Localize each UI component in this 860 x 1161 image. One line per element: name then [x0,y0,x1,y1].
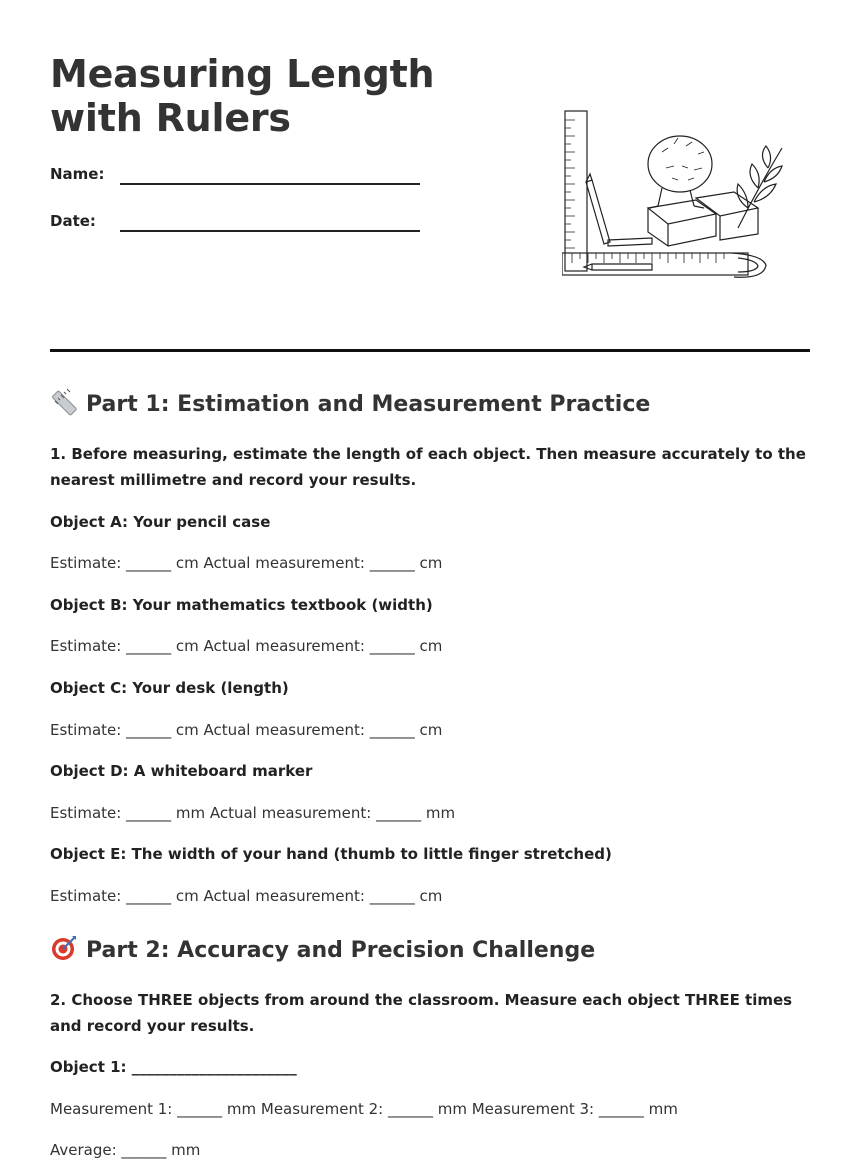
name-field[interactable] [50,165,420,189]
worksheet-page [50,0,810,1159]
part2-title [50,934,595,963]
name-line[interactable] [120,183,420,185]
object-d-label: Object D: A whiteboard marker [50,762,313,780]
object-1-label[interactable]: Object 1: ______________________ [50,1058,297,1076]
date-label: Date: [50,212,96,230]
part1-title-text: Part 1: Estimation and Measurement Practice [86,392,651,417]
part2-title-text: Part 2: Accuracy and Precision Challenge [86,938,596,963]
target-icon [50,934,78,962]
part2-question: 2. Choose THREE objects from around the classroom. Measure each object THREE times and record your results. [50,991,793,1035]
object-a-line[interactable]: Estimate: ______ cm Actual measurement: ______ cm [50,554,443,572]
worksheet-header [50,0,810,352]
ruler-icon [50,388,78,416]
date-field[interactable] [50,212,420,236]
object-e-label: Object E: The width of your hand (thumb to little finger stretched) [50,845,612,863]
ruler-books-illustration [562,108,784,282]
page-title: Measuring Length with Rulers [50,52,435,140]
date-line[interactable] [120,230,420,232]
object-d-line[interactable]: Estimate: ______ mm Actual measurement: ______ mm [50,804,456,822]
object-1-average[interactable]: Average: ______ mm [50,1141,201,1159]
object-b-label: Object B: Your mathematics textbook (width) [50,596,433,614]
object-c-label: Object C: Your desk (length) [50,679,289,697]
part1-title [50,388,650,417]
object-b-line[interactable]: Estimate: ______ cm Actual measurement: ______ cm [50,637,443,655]
header-divider [50,349,810,352]
object-a-label: Object A: Your pencil case [50,513,271,531]
object-e-line[interactable]: Estimate: ______ cm Actual measurement: ______ cm [50,887,443,905]
name-label: Name: [50,165,105,183]
part1-question: 1. Before measuring, estimate the length of each object. Then measure accurately to the nearest millimetre and record your results. [50,445,806,489]
object-1-measurements[interactable]: Measurement 1: ______ mm Measurement 2: ______ mm Measurement 3: ______ mm [50,1100,678,1118]
object-c-line[interactable]: Estimate: ______ cm Actual measurement: ______ cm [50,721,443,739]
